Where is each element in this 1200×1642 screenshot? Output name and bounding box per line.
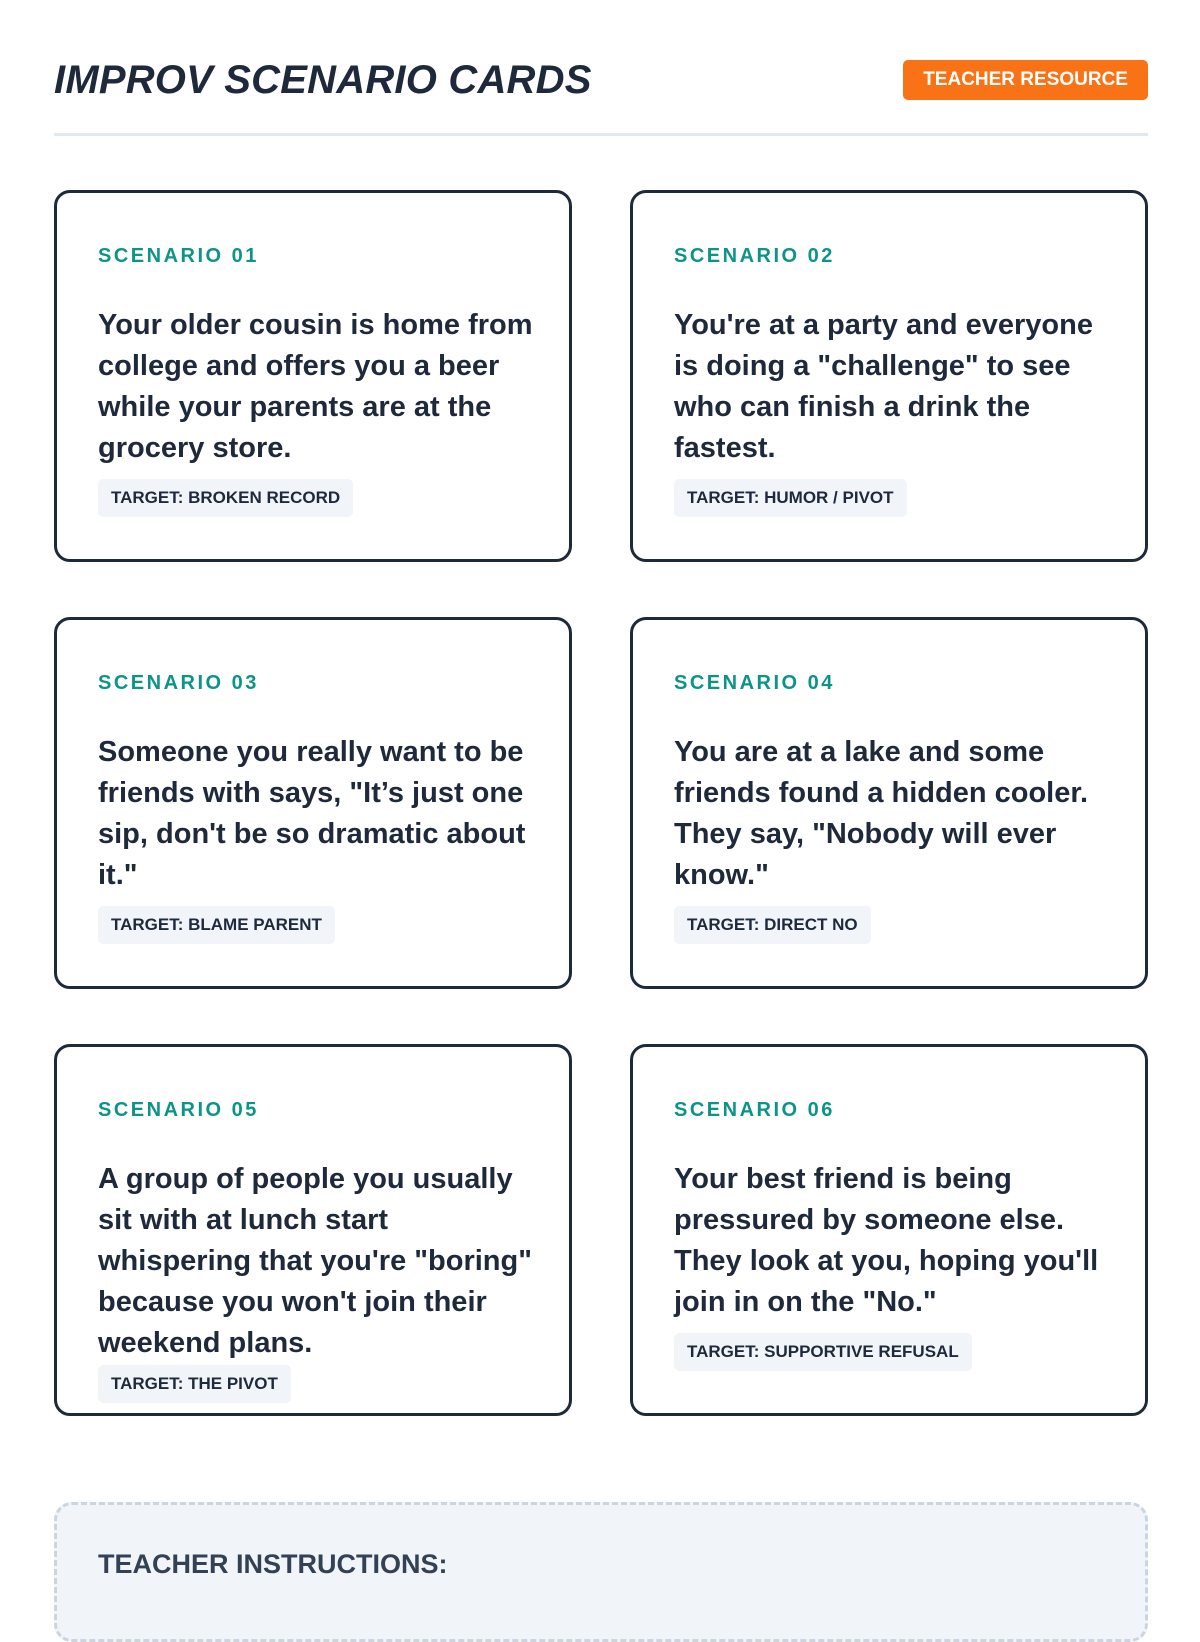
- scenario-text: You're at a party and everyone is doing a "challenge" to see who can finish a drink the fastest.: [674, 309, 1093, 464]
- scenario-card: [54, 1044, 572, 1416]
- scenario-card: [630, 1044, 1148, 1416]
- scenario-label: SCENARIO 03: [98, 672, 259, 694]
- scenario-card: [54, 190, 572, 562]
- page: [54, 0, 1148, 1579]
- page-header: [54, 0, 1148, 136]
- target-tag: TARGET: THE PIVOT: [98, 1365, 291, 1403]
- teacher-resource-badge: TEACHER RESOURCE: [903, 60, 1148, 100]
- teacher-instructions-panel: [54, 1502, 1148, 1642]
- scenario-card: [630, 190, 1148, 562]
- scenario-text: Someone you really want to be friends with says, "It’s just one sip, don't be so dramatic about it.": [98, 736, 526, 891]
- scenario-card: [630, 617, 1148, 989]
- scenario-label: SCENARIO 02: [674, 245, 835, 267]
- scenario-text: Your best friend is being pressured by someone else. They look at you, hoping you'll join in on the "No.": [674, 1163, 1099, 1318]
- scenario-card: [54, 617, 572, 989]
- page-title: IMPROV SCENARIO CARDS: [54, 58, 592, 102]
- scenario-label: SCENARIO 04: [674, 672, 835, 694]
- target-tag: TARGET: BLAME PARENT: [98, 906, 335, 944]
- scenario-label: SCENARIO 05: [98, 1099, 259, 1121]
- target-tag: TARGET: SUPPORTIVE REFUSAL: [674, 1333, 972, 1371]
- target-tag: TARGET: BROKEN RECORD: [98, 479, 353, 517]
- scenario-text: You are at a lake and some friends found a hidden cooler. They say, "Nobody will ever know.": [674, 736, 1089, 891]
- scenario-text: A group of people you usually sit with at lunch start whispering that you're "boring" because you won't join their weekend plans.: [98, 1163, 532, 1359]
- scenario-label: SCENARIO 01: [98, 245, 259, 267]
- instructions-heading: TEACHER INSTRUCTIONS:: [98, 1549, 448, 1579]
- target-tag: TARGET: DIRECT NO: [674, 906, 871, 944]
- target-tag: TARGET: HUMOR / PIVOT: [674, 479, 907, 517]
- scenario-label: SCENARIO 06: [674, 1099, 835, 1121]
- scenario-text: Your older cousin is home from college and offers you a beer while your parents are at the grocery store.: [98, 309, 533, 464]
